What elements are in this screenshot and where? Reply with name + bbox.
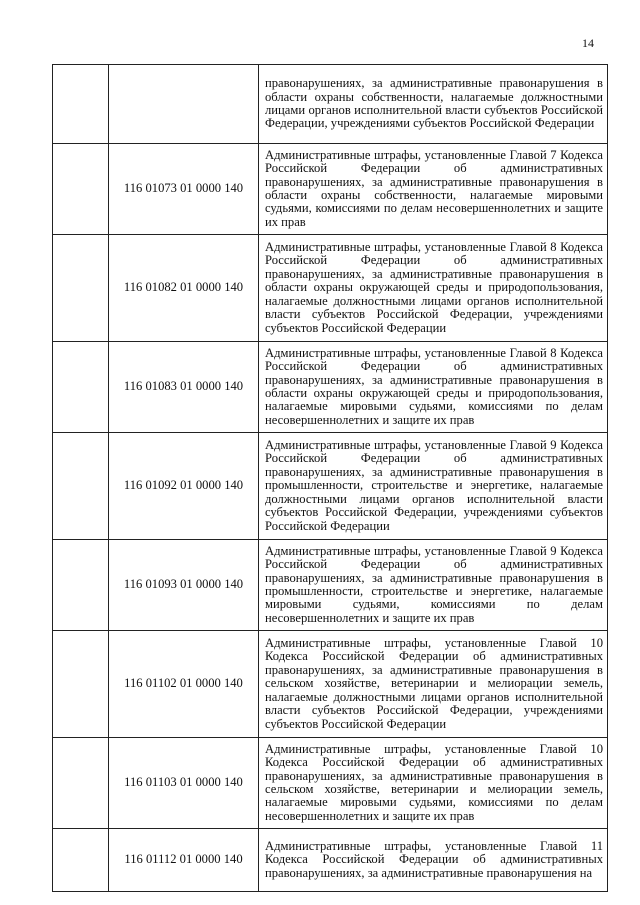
budget-code: 116 01093 01 0000 140: [109, 540, 259, 631]
description: [259, 65, 608, 144]
budget-code: 116 01092 01 0000 140: [109, 433, 259, 540]
description: [259, 738, 608, 829]
table-row: [53, 738, 608, 829]
description-text: правонарушениях, за административные правонарушения в области охраны собственности, налагаемые должностными лицами органов исполнительной власти субъектов Российской Федерации, учреждениями субъектов Российской Федерации: [265, 77, 603, 131]
description: [259, 144, 608, 235]
budget-code: 116 01073 01 0000 140: [109, 144, 259, 235]
budget-code: 116 01082 01 0000 140: [109, 235, 259, 342]
description: [259, 631, 608, 738]
empty-cell: [53, 540, 109, 631]
table-row: [53, 342, 608, 433]
budget-code: 116 01103 01 0000 140: [109, 738, 259, 829]
description: [259, 235, 608, 342]
description-text: Административные штрафы, установленные Главой 8 Кодекса Российской Федерации об административных правонарушениях, за административные правонарушения в области охраны окружающей среды и природопользования, налагаемые должностными лицами органов исполнительной власти субъектов Российской Федерации, учреждениями субъектов Российской Федерации: [265, 241, 603, 335]
empty-cell: [53, 738, 109, 829]
budget-code: 116 01112 01 0000 140: [109, 829, 259, 892]
empty-cell: [53, 235, 109, 342]
table-row: [53, 540, 608, 631]
page-number: 14: [582, 36, 594, 50]
description-text: Административные штрафы, установленные Главой 10 Кодекса Российской Федерации об административных правонарушениях, за административные правонарушения в сельском хозяйстве, ветеринарии и мелиорации земель, налагаемые мировыми судьями, комиссиями по делам несовершеннолетних и защите их прав: [265, 742, 603, 823]
budget-code: 116 01083 01 0000 140: [109, 342, 259, 433]
budget-code: [109, 65, 259, 144]
description: [259, 829, 608, 892]
empty-cell: [53, 144, 109, 235]
empty-cell: [53, 433, 109, 540]
empty-cell: [53, 829, 109, 892]
description: [259, 433, 608, 540]
description-text: Административные штрафы, установленные Главой 8 Кодекса Российской Федерации об административных правонарушениях, за административные правонарушения в области охраны окружающей среды и природопользования, налагаемые мировыми судьями, комиссиями по делам несовершеннолетних и защите их прав: [265, 346, 603, 427]
empty-cell: [53, 342, 109, 433]
description-text: Административные штрафы, установленные Главой 9 Кодекса Российской Федерации об административных правонарушениях, за административные правонарушения в промышленности, строительстве и энергетике, налагаемые мировыми судьями, комиссиями по делам несовершеннолетних и защите их прав: [265, 544, 603, 625]
empty-cell: [53, 631, 109, 738]
table-row: [53, 65, 608, 144]
budget-code: 116 01102 01 0000 140: [109, 631, 259, 738]
description-text: Административные штрафы, установленные Главой 9 Кодекса Российской Федерации об административных правонарушениях, за административные правонарушения в промышленности, строительстве и энергетике, налагаемые должностными лицами органов исполнительной власти субъектов Российской Федерации, учреждениями субъектов Российской Федерации: [265, 439, 603, 533]
budget-codes-table: [52, 64, 608, 892]
description: [259, 342, 608, 433]
description-text: Административные штрафы, установленные Главой 11 Кодекса Российской Федерации об административных правонарушениях, за административные правонарушения на: [265, 839, 603, 880]
table-row: [53, 433, 608, 540]
description-text: Административные штрафы, установленные Главой 7 Кодекса Российской Федерации об административных правонарушениях, за административные правонарушения в области охраны собственности, налагаемые мировыми судьями, комиссиями по делам несовершеннолетних и защите их прав: [265, 148, 603, 229]
table-row: [53, 631, 608, 738]
table-row: [53, 829, 608, 892]
table-row: [53, 144, 608, 235]
description-text: Административные штрафы, установленные Главой 10 Кодекса Российской Федерации об административных правонарушениях, за административные правонарушения в сельском хозяйстве, ветеринарии и мелиорации земель, налагаемые должностными лицами органов исполнительной власти субъектов Российской Федерации, учреждениями субъектов Российской Федерации: [265, 637, 603, 731]
table-row: [53, 235, 608, 342]
description: [259, 540, 608, 631]
empty-cell: [53, 65, 109, 144]
